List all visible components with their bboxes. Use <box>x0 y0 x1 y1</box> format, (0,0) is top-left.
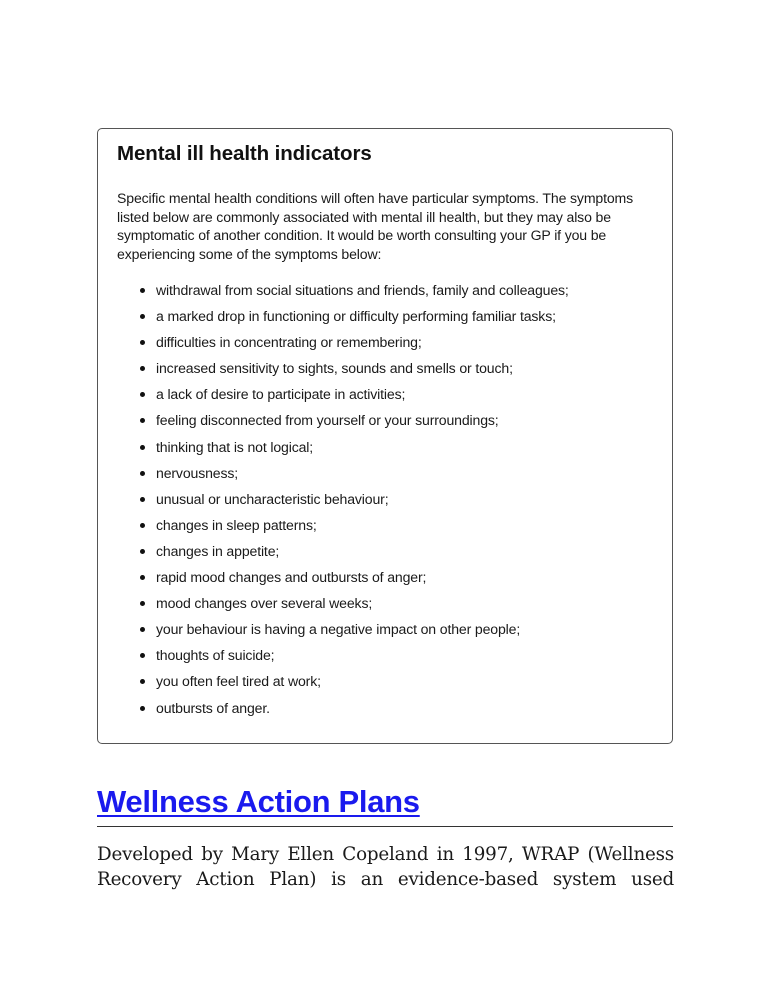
bullet-icon <box>140 418 145 423</box>
symptom-text: a marked drop in functioning or difficulty performing familiar tasks; <box>156 308 556 325</box>
bullet-icon <box>140 471 145 476</box>
symptom-list-item <box>137 360 653 376</box>
symptom-list-item <box>137 439 653 455</box>
symptom-text: withdrawal from social situations and friends, family and colleagues; <box>156 282 569 298</box>
symptom-text: outbursts of anger. <box>156 699 270 716</box>
section-heading <box>97 783 673 827</box>
symptom-list-item <box>137 517 653 533</box>
bullet-icon <box>140 366 145 371</box>
callout-title: Mental ill health indicators <box>117 142 372 165</box>
symptom-text: feeling disconnected from yourself or your surroundings; <box>156 412 499 429</box>
bullet-icon <box>140 653 145 658</box>
symptom-text: a lack of desire to participate in activities; <box>156 386 406 403</box>
bullet-icon <box>140 392 145 397</box>
wellness-action-plans-link[interactable]: Wellness Action Plans <box>97 784 420 819</box>
symptom-list-item <box>137 621 653 637</box>
symptom-list-item <box>137 700 653 716</box>
symptom-list-item <box>137 595 653 611</box>
bullet-icon <box>140 706 145 711</box>
bullet-icon <box>140 445 145 450</box>
bullet-icon <box>140 601 145 606</box>
bullet-icon <box>140 627 145 632</box>
symptom-list-item <box>137 412 653 428</box>
symptom-text: unusual or uncharacteristic behaviour; <box>156 490 389 507</box>
symptom-list-item <box>137 334 653 350</box>
symptom-text: thoughts of suicide; <box>156 647 275 664</box>
symptom-text: you often feel tired at work; <box>156 673 321 690</box>
bullet-icon <box>140 340 145 345</box>
bullet-icon <box>140 314 145 319</box>
symptom-text: difficulties in concentrating or remembering; <box>156 334 422 351</box>
symptom-text: thinking that is not logical; <box>156 438 314 455</box>
symptom-list-item <box>137 491 653 507</box>
symptom-text: rapid mood changes and outbursts of anger; <box>156 569 427 586</box>
symptom-list-item <box>137 308 653 324</box>
symptom-list-item <box>137 673 653 689</box>
symptom-text: your behaviour is having a negative impact on other people; <box>156 621 521 638</box>
bullet-icon <box>140 575 145 580</box>
bullet-icon <box>140 679 145 684</box>
bullet-icon <box>140 497 145 502</box>
symptom-text: nervousness; <box>156 464 239 481</box>
symptom-list <box>117 282 653 716</box>
symptom-text: mood changes over several weeks; <box>156 595 373 612</box>
symptom-text: increased sensitivity to sights, sounds and smells or touch; <box>156 360 513 377</box>
symptom-list-item <box>137 282 653 298</box>
symptom-list-item <box>137 543 653 559</box>
indicators-callout-box <box>97 128 673 744</box>
body-paragraph: Developed by Mary Ellen Copeland in 1997, WRAP (Wellness Recovery Action Plan) is an evidence-based system used <box>97 844 674 890</box>
symptom-text: changes in sleep patterns; <box>156 516 317 533</box>
callout-intro-text: Specific mental health conditions will often have particular symptoms. The symptoms listed below are commonly associated with mental ill health, but they may also be symptomatic of another condition. It would be worth consulting your GP if you be experiencing some of the symptoms below: <box>117 190 634 262</box>
symptom-list-item <box>137 386 653 402</box>
symptom-list-item <box>137 569 653 585</box>
symptom-text: changes in appetite; <box>156 542 280 559</box>
bullet-icon <box>140 549 145 554</box>
symptom-list-item <box>137 647 653 663</box>
bullet-icon <box>140 288 145 293</box>
bullet-icon <box>140 523 145 528</box>
symptom-list-item <box>137 465 653 481</box>
